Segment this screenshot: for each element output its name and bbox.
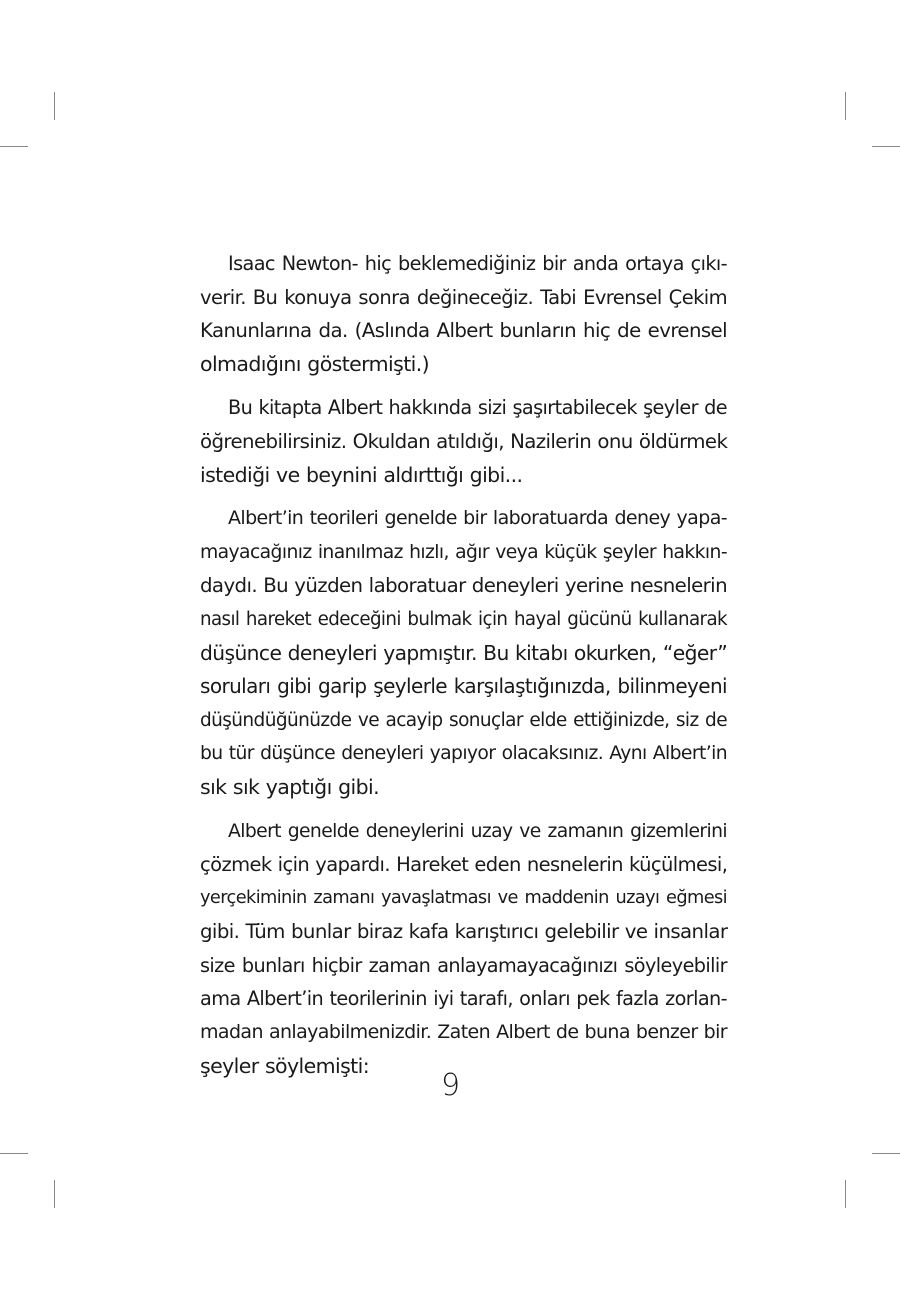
text-line: bu tür düşünce deneyleri yapıyor olacaksınız. Aynı Albert’in	[200, 743, 727, 765]
text-line: mayacağınız inanılmaz hızlı, ağır veya küçük şeyler hakkın-	[200, 541, 727, 563]
text-line: verir. Bu konuya sonra değineceğiz. Tabi Evrensel Çekim	[200, 285, 727, 309]
text-line: sık sık yaptığı gibi.	[200, 774, 380, 799]
text-line: gibi. Tüm bunlar biraz kafa karıştırıcı gelebilir ve insanlar	[200, 920, 728, 944]
text-line: Albert genelde deneylerini uzay ve zamanın gizemlerini	[228, 820, 727, 842]
crop-mark-bottom-right-horizontal	[872, 1153, 900, 1154]
text-line: nasıl hareket edeceğini bulmak için hayal gücünü kullanarak	[200, 608, 727, 630]
text-line: Kanunlarına da. (Aslında Albert bunların hiç de evrensel	[200, 319, 727, 343]
paragraph-1	[172, 247, 727, 381]
paragraph-4	[172, 815, 727, 1084]
text-line: çözmek için yapardı. Hareket eden nesnelerin küçülmesi,	[200, 853, 728, 877]
text-line: Bu kitapta Albert hakkında sizi şaşırtabilecek şeyler de	[228, 396, 727, 420]
text-line: öğrenebilirsiniz. Okuldan atıldığı, Nazilerin onu öldürmek	[200, 429, 728, 453]
text-line: ama Albert’in teorilerinin iyi tarafı, onları pek fazla zorlan-	[200, 987, 727, 1011]
crop-mark-bottom-left-horizontal	[0, 1153, 28, 1154]
text-line: istediği ve beynini aldırttığı gibi...	[200, 462, 523, 487]
text-line: size bunları hiçbir zaman anlayamayacağınızı söyleyebilir	[200, 953, 727, 977]
crop-mark-bottom-right-vertical	[845, 1180, 846, 1208]
text-line: soruları gibi garip şeylerle karşılaştığınızda, bilinmeyeni	[200, 674, 727, 699]
paragraph-3	[172, 502, 727, 804]
text-line: düşünce deneyleri yapmıştır. Bu kitabı okurken, “eğer”	[200, 640, 728, 665]
text-line: Albert’in teorileri genelde bir laboratuarda deney yapa-	[228, 507, 727, 530]
text-line: yerçekiminin zamanı yavaşlatması ve maddenin uzayı eğmesi	[200, 887, 727, 908]
text-line: olmadığını göstermişti.)	[200, 351, 430, 376]
crop-mark-top-right-horizontal	[872, 146, 900, 147]
page-number: 9	[440, 1068, 460, 1103]
text-line: şeyler söylemişti:	[200, 1053, 370, 1078]
crop-mark-bottom-left-vertical	[54, 1180, 55, 1208]
body-text	[172, 247, 727, 1093]
text-line: düşündüğünüzde ve acayip sonuçlar elde ettiğinizde, siz de	[200, 709, 727, 731]
crop-mark-top-left-vertical	[54, 92, 55, 120]
text-line: daydı. Bu yüzden laboratuar deneyleri yerine nesnelerin	[200, 574, 727, 598]
crop-mark-top-right-vertical	[845, 92, 846, 120]
crop-mark-top-left-horizontal	[0, 146, 28, 147]
text-line: madan anlayabilmenizdir. Zaten Albert de buna benzer bir	[200, 1021, 727, 1044]
text-line: Isaac Newton- hiç beklemediğiniz bir anda ortaya çıkı-	[228, 252, 727, 275]
paragraph-2	[172, 391, 727, 492]
